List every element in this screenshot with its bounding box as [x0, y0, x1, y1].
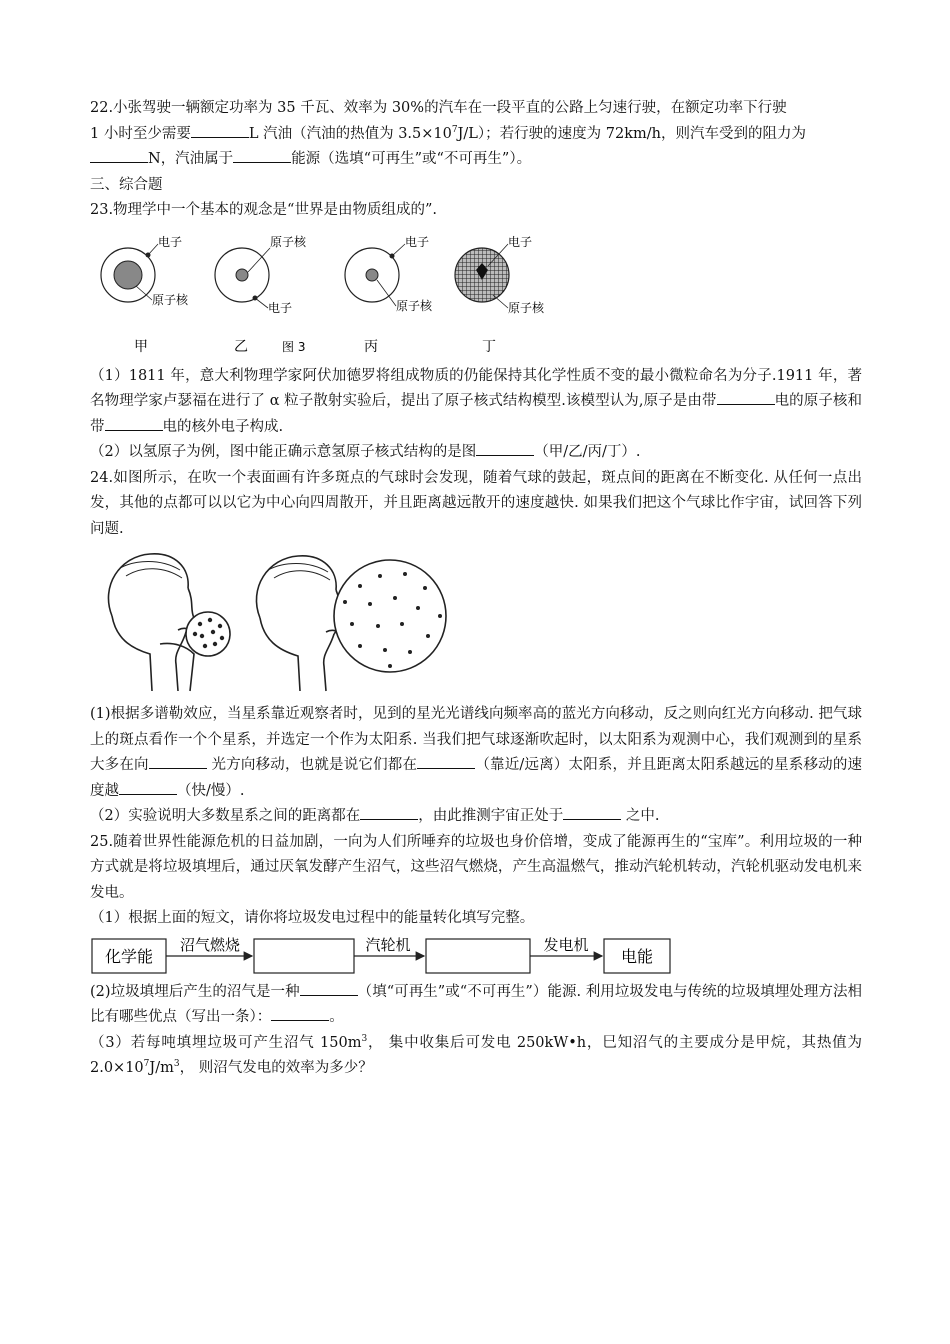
- q25-part2: (2)垃圾填埋后产生的沼气是一种 （填“可再生”或“不可再生”）能源. 利用垃圾发电与传统的垃圾填埋处理方法相比有哪些优点（写出一条）： 。: [90, 980, 862, 1031]
- atom-models-figure: [90, 230, 862, 360]
- svg-text:丁: 丁: [482, 338, 496, 355]
- section-heading: 三、综合题: [90, 176, 163, 193]
- svg-text:电子: 电子: [268, 300, 293, 315]
- flow-blank-box-1[interactable]: [254, 939, 354, 973]
- svg-text:发电机: 发电机: [543, 935, 589, 954]
- energy-flow-diagram: [90, 936, 862, 976]
- q25-part1: （1）根据上面的短文，请你将垃圾发电过程中的能量转化填写完整。: [90, 910, 535, 926]
- answer-blank[interactable]: [476, 441, 534, 456]
- svg-text:原子核: 原子核: [270, 234, 307, 249]
- answer-blank[interactable]: [563, 805, 621, 820]
- q24-part1: (1)根据多谱勒效应，当星系靠近观察者时，见到的星光光谱线向频率高的蓝光方向移动，反之则向红光方向移动. 把气球上的斑点看作一个个星系，并选定一个作为太阳系. 当我们把气球逐渐吹起时，以太阳系为观测中心，我们观测到的星系大多在向 光方向移动，也就是说它们都在 （靠近/远离）太阳系，并且距离太阳系越远的星系移动的速度越 （快/慢）.: [90, 706, 863, 799]
- flow-arrow-2: [354, 936, 424, 956]
- answer-blank[interactable]: [233, 148, 291, 163]
- flow-blank-box-2[interactable]: [426, 939, 530, 973]
- answer-blank[interactable]: [300, 981, 358, 996]
- svg-text:化学能: 化学能: [104, 946, 154, 966]
- flow-box-end: [604, 939, 670, 973]
- answer-blank[interactable]: [105, 416, 163, 431]
- svg-text:原子核: 原子核: [396, 298, 433, 313]
- answer-blank[interactable]: [119, 780, 177, 795]
- atom-model-bing: [345, 234, 433, 355]
- q22-text: 22.小张驾驶一辆额定功率为 35 千瓦、效率为 30%的汽车在一段平直的公路上匀速行驶，在额定功率下行驶 1 小时至少需要 L 汽油（汽油的热值为 $3.5\times 10^7J/L$）；若行驶的速度为 72km/h，则汽车受到的阻力为 N，汽油属于 能源（选填“可再生”或“不可再生”）。: [90, 100, 806, 167]
- svg-text:电能: 电能: [620, 946, 654, 966]
- svg-text:沼气燃烧: 沼气燃烧: [179, 935, 241, 954]
- svg-text:图 3: 图 3: [282, 339, 306, 354]
- svg-text:原子核: 原子核: [508, 300, 545, 315]
- answer-blank[interactable]: [360, 805, 418, 820]
- svg-text:汽轮机: 汽轮机: [365, 935, 411, 954]
- atom-model-yi: [215, 234, 307, 355]
- balloon-figure: [90, 546, 862, 696]
- flow-box-start: [92, 939, 166, 973]
- svg-text:甲: 甲: [134, 338, 148, 355]
- q24-part2: （2）实验说明大多数星系之间的距离都在 ，由此推测宇宙正处于 之中.: [90, 804, 862, 830]
- flow-arrow-3: [530, 936, 602, 956]
- answer-blank[interactable]: [271, 1006, 329, 1021]
- q25-part3: （3）若每吨填埋垃圾可产生沼气 $150m^3$， 集中收集后可发电 250kW•h，巳知沼气的主要成分是甲烷，其热值为 $2.0\times 10^7J/m^3$， 则沼气发电的效率为多少？: [90, 1033, 862, 1076]
- svg-text:原子核: 原子核: [152, 292, 189, 307]
- flow-arrow-1: [166, 936, 252, 956]
- svg-text:乙: 乙: [234, 338, 248, 355]
- person-blowing-small-balloon: [108, 554, 230, 691]
- q23-stem: 23.物理学中一个基本的观念是“世界是由物质组成的”.: [90, 202, 437, 218]
- q24-stem: 24.如图所示，在吹一个表面画有许多斑点的气球时会发现，随着气球的鼓起，斑点间的距离在不断变化. 从任何一点出发，其他的点都可以以它为中心向四周散开，并且距离越远散开的速度越快. 如果我们把这个气球比作宇宙，试回答下列问题.: [90, 469, 862, 537]
- q23-part1: （1）1811 年，意大利物理学家阿伏加德罗将组成物质的仍能保持其化学性质不变的最小微粒命名为分子.1911 年，著名物理学家卢瑟福在进行了 α 粒子散射实验后，提出了原子核式结构模型.该模型认为,原子是由带 电的原子核和带 电的核外电子构成.: [90, 367, 863, 435]
- exam-page: [90, 96, 862, 1082]
- svg-text:丙: 丙: [364, 338, 378, 355]
- answer-blank[interactable]: [90, 148, 148, 163]
- answer-blank[interactable]: [191, 123, 249, 138]
- answer-blank[interactable]: [149, 754, 207, 769]
- q25-stem: 25.随着世界性能源危机的日益加剧，一向为人们所唾弃的垃圾也身价倍增，变成了能源再生的“宝库”。利用垃圾的一种方式就是将垃圾填埋后，通过厌氧发酵产生沼气，这些沼气燃烧，产生高温燃气，推动汽轮机转动，汽轮机驱动发电机来发电。: [90, 833, 862, 901]
- answer-blank[interactable]: [717, 390, 775, 405]
- svg-text:电子: 电子: [405, 234, 430, 249]
- answer-blank[interactable]: [417, 754, 475, 769]
- svg-text:电子: 电子: [508, 234, 533, 249]
- q23-part2: （2）以氢原子为例，图中能正确示意氢原子核式结构的是图 （甲/乙/丙/丁）.: [90, 440, 862, 466]
- atom-model-jia: [101, 234, 189, 355]
- atom-model-ding: [455, 234, 545, 355]
- svg-text:电子: 电子: [158, 234, 183, 249]
